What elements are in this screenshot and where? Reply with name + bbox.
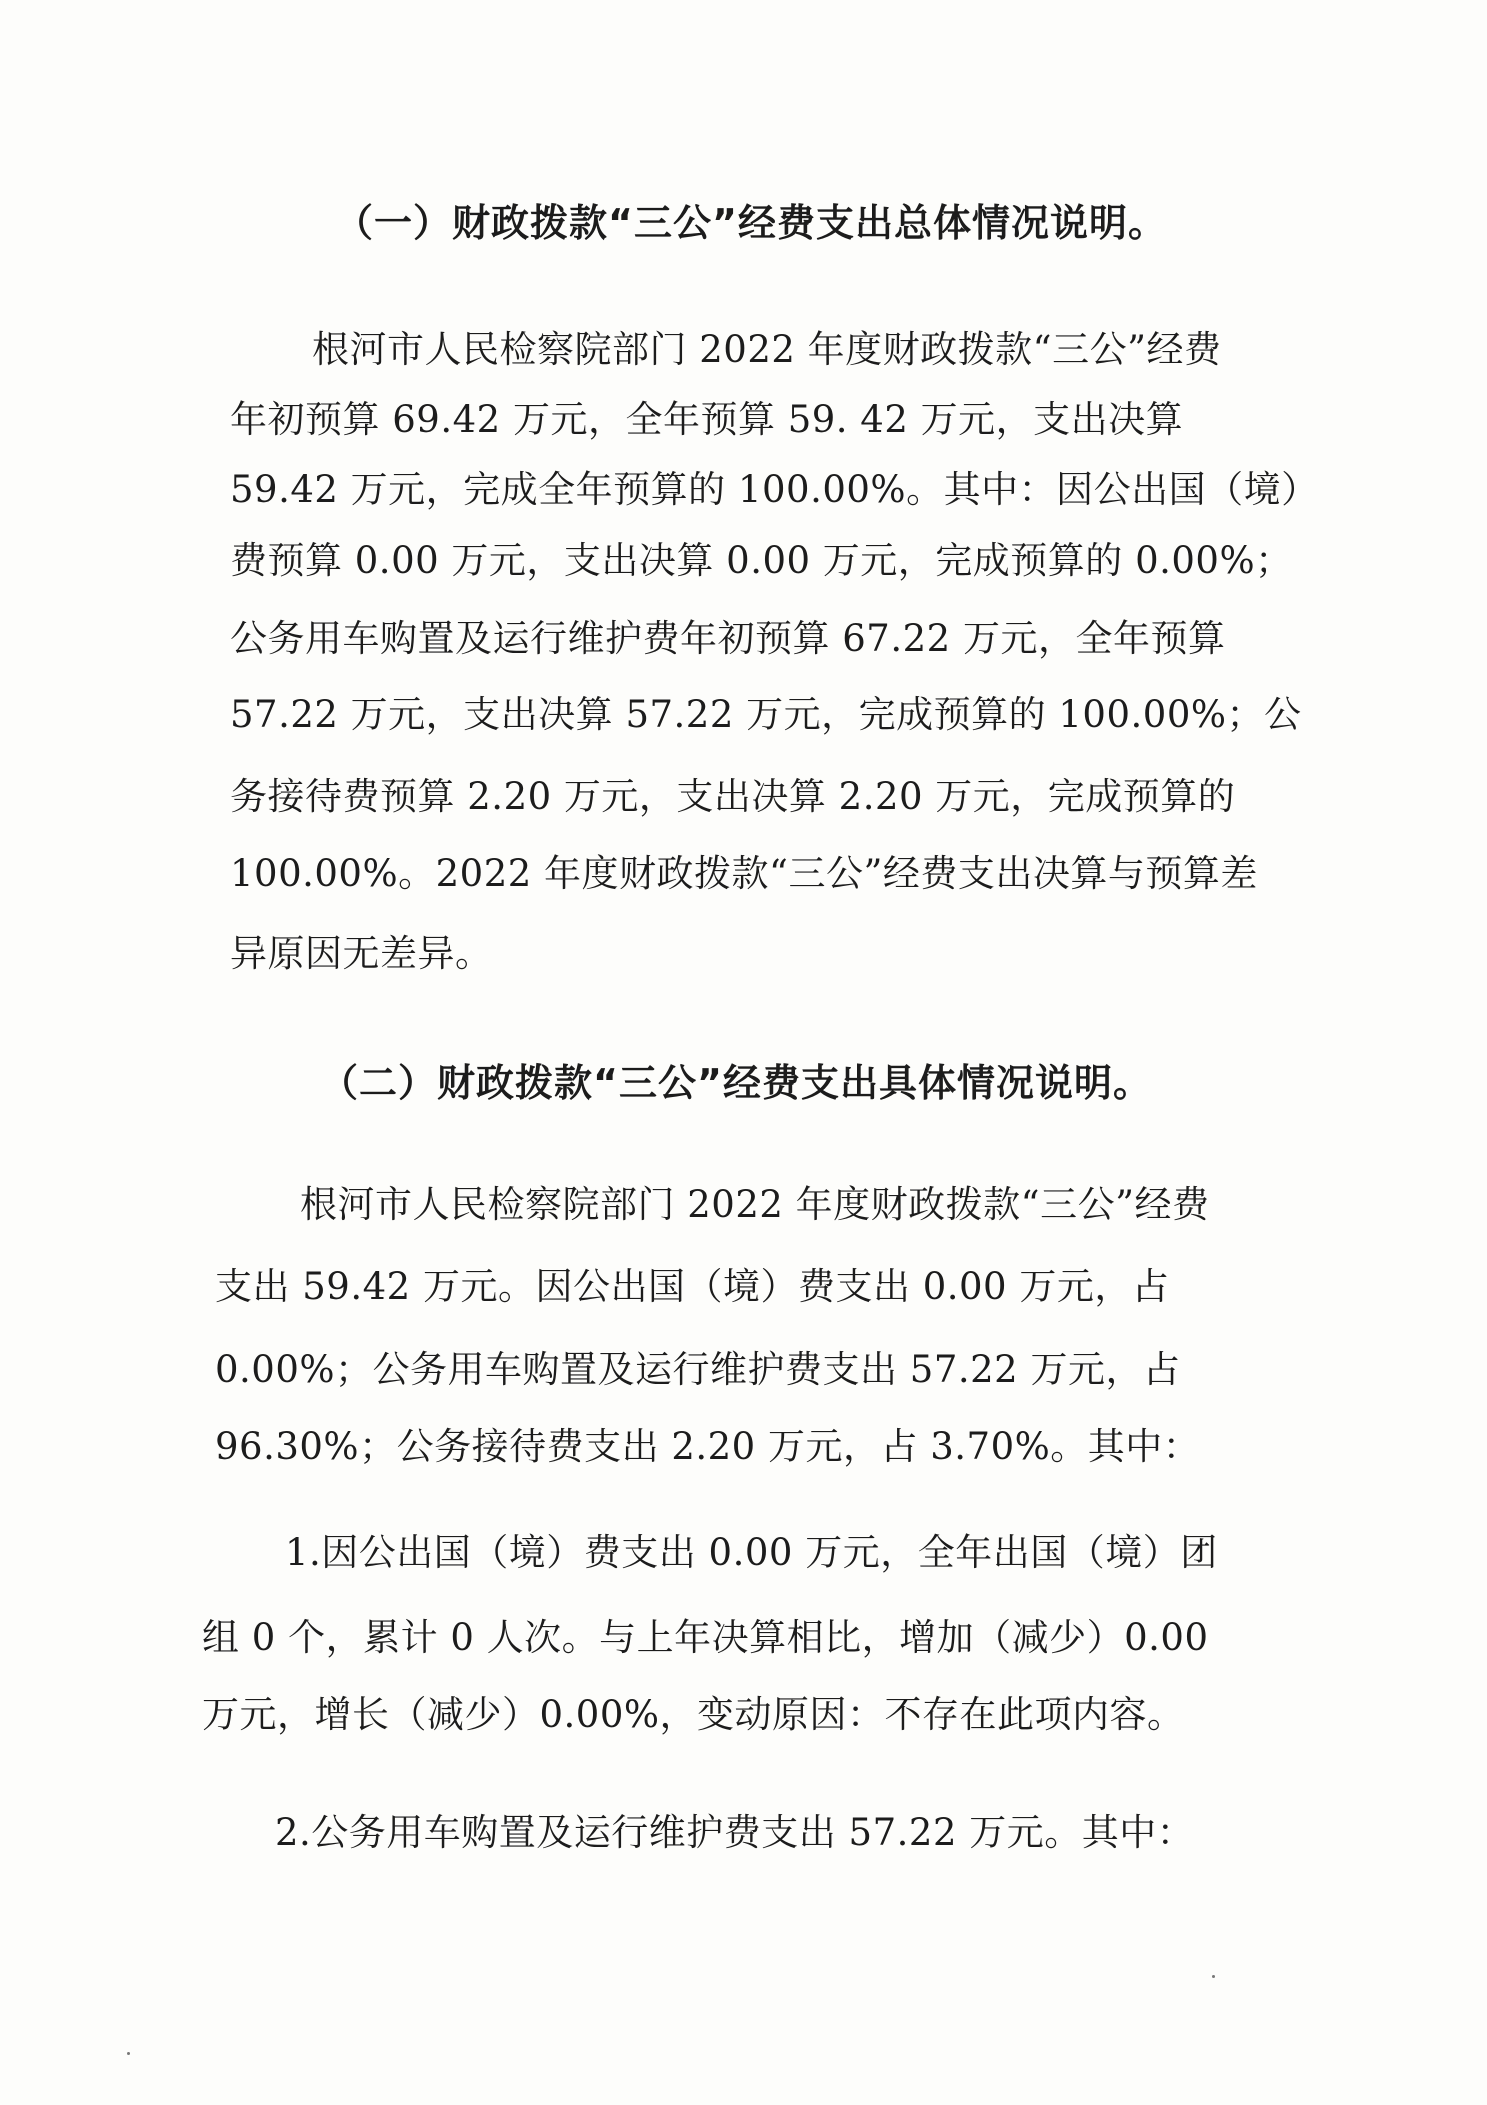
section-1-line-1: 根河市人民检察院部门 2022 年度财政拨款“三公”经费 [312,328,1222,371]
section-1-line-5: 公务用车购置及运行维护费年初预算 67.22 万元，全年预算 [230,617,1226,660]
section-2-line-1: 根河市人民检察院部门 2022 年度财政拨款“三公”经费 [300,1183,1210,1226]
section-1-line-3: 59.42 万元，完成全年预算的 100.00%。其中：因公出国（境） [230,468,1319,511]
section-2-line-3: 0.00%；公务用车购置及运行维护费支出 57.22 万元，占 [215,1348,1181,1391]
section-1-heading: （一）财政拨款“三公”经费支出总体情况说明。 [335,201,1167,245]
section-1-line-7: 务接待费预算 2.20 万元，支出决算 2.20 万元，完成预算的 [230,775,1236,818]
section-2-heading: （二）财政拨款“三公”经费支出具体情况说明。 [320,1061,1152,1105]
item-1-line-1: 1.因公出国（境）费支出 0.00 万元，全年出国（境）团 [285,1531,1218,1574]
section-2-line-2: 支出 59.42 万元。因公出国（境）费支出 0.00 万元，占 [215,1265,1170,1308]
item-2-line-1: 2.公务用车购置及运行维护费支出 57.22 万元。其中： [275,1811,1195,1854]
scan-speck [1212,1975,1215,1978]
section-1-line-8: 100.00%。2022 年度财政拨款“三公”经费支出决算与预算差 [230,852,1258,895]
scan-speck [127,2052,130,2055]
section-1-line-4: 费预算 0.00 万元，支出决算 0.00 万元，完成预算的 0.00%； [230,539,1293,582]
section-1-line-9: 异原因无差异。 [230,932,493,975]
item-1-line-3: 万元，增长（减少）0.00%，变动原因：不存在此项内容。 [202,1693,1185,1736]
item-1-line-2: 组 0 个，累计 0 人次。与上年决算相比，增加（减少）0.00 [202,1616,1209,1659]
section-1-line-6: 57.22 万元，支出决算 57.22 万元，完成预算的 100.00%；公 [230,693,1302,736]
section-1-line-2: 年初预算 69.42 万元，全年预算 59. 42 万元，支出决算 [230,398,1184,441]
section-2-line-4: 96.30%；公务接待费支出 2.20 万元，占 3.70%。其中： [215,1425,1201,1468]
